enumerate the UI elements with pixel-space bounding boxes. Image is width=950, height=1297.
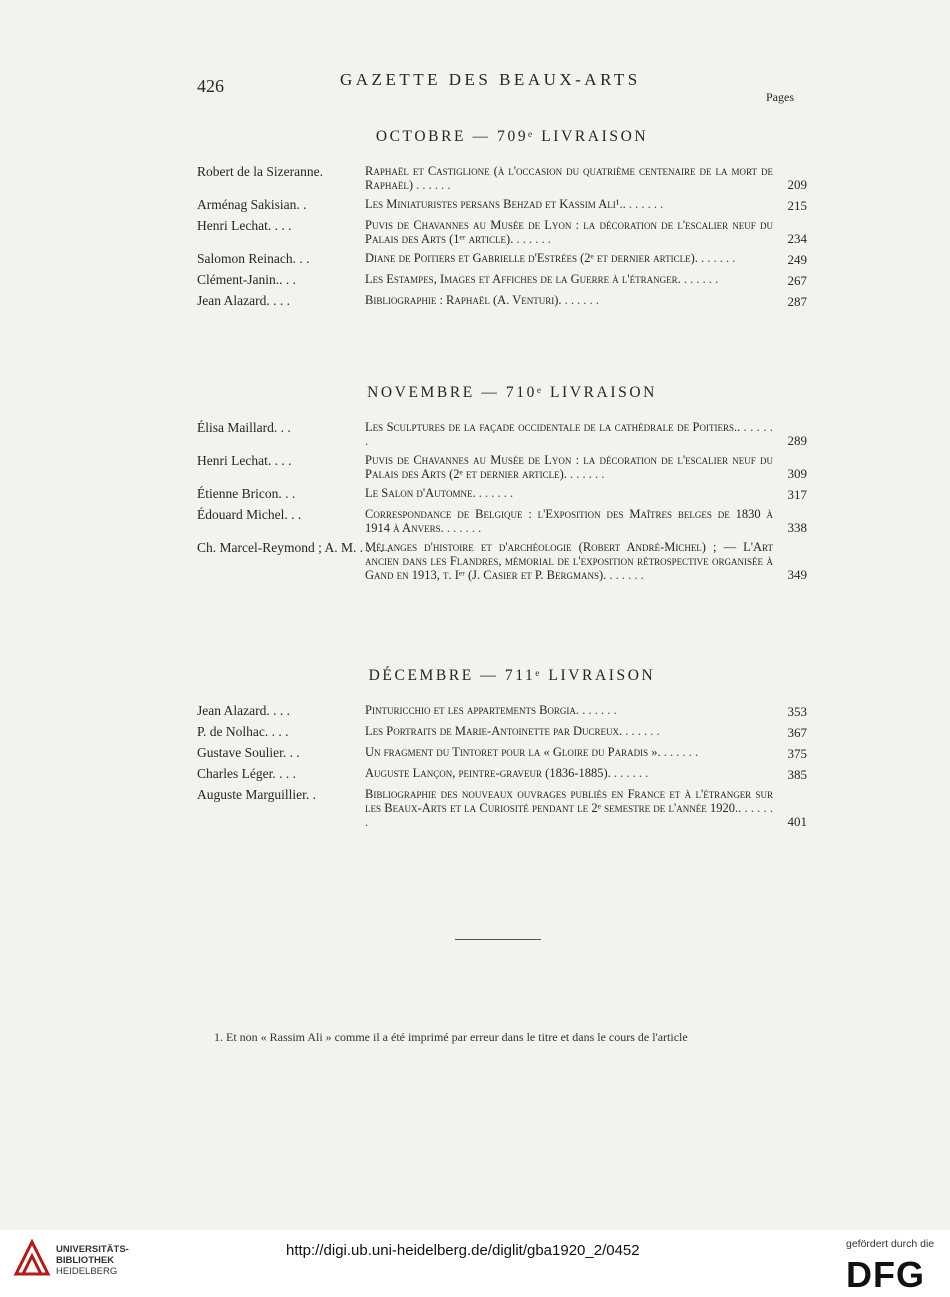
entry-author: Élisa Maillard. . . [197,420,291,435]
section-title: DÉCEMBRE — 711ᵉ LIVRAISON [368,667,656,684]
entry-title: Bibliographie : Raphaël (A. Venturi). [365,293,562,307]
entry-title-block [365,486,807,502]
entry-title-block [365,197,807,213]
toc-entry [197,486,807,502]
entry-page: 317 [787,487,807,502]
toc-entry [197,507,807,535]
entry-title: Raphaël et Castiglione (à l'occasion du quatrième centenaire de la mort de Raphaël) [365,164,773,192]
page-number: 426 [197,76,224,96]
toc-entry [197,197,807,213]
entry-title: Puvis de Chavannes au Musée de Lyon : la décoration de l'escalier neuf du Palais des Arts (1ᵉʳ article). [365,218,773,246]
separator-rule [455,939,541,940]
entry-title: Le Salon d'Automne. [365,486,476,500]
toc-entry [197,420,807,448]
entry-title: Les Sculptures de la façade occidentale de la cathédrale de Poitiers.. [365,420,741,434]
entry-title-block [365,272,807,288]
entry-author: Salomon Reinach. . . [197,251,310,266]
entry-author: Henri Lechat. . . . [197,453,292,468]
entry-title-block [365,507,807,535]
entry-page: 249 [787,252,807,267]
funded-by-text: gefördert durch die [846,1238,935,1250]
entry-title: Les Estampes, Images et Affiches de la Guerre à l'étranger. [365,272,681,286]
entry-title: Les Miniaturistes persans Behzad et Kassim Ali¹.. [365,197,626,211]
entry-title: Auguste Lançon, peintre-graveur (1836-1885). [365,766,611,780]
entry-title-block [365,218,807,246]
section-octobre [197,128,807,314]
entry-title: Les Portraits de Marie-Antoinette par Ducreux. [365,724,623,738]
entry-title: Un fragment du Tintoret pour la « Gloire du Paradis ». [365,745,661,759]
entry-title: Correspondance de Belgique : l'Exposition des Maîtres belges de 1830 à 1914 à Anvers. [365,507,773,535]
running-title: GAZETTE DES BEAUX-ARTS [340,70,641,89]
entry-title-block [365,293,807,309]
dot-leader: . . . . . . [443,521,482,535]
toc-entry [197,724,807,740]
toc-entry [197,272,807,288]
entry-author: Jean Alazard. . . . [197,293,290,308]
entry-page: 309 [787,466,807,481]
entry-page: 353 [787,704,807,719]
dot-leader: . . . . . . [622,724,660,738]
dot-leader: . . . . . . [413,178,451,192]
entry-page: 287 [787,294,807,309]
entry-author: Charles Léger. . . . [197,766,296,781]
dot-leader: . . . . . . [660,745,699,759]
entry-page: 375 [787,746,807,761]
entry-title-block [365,164,807,192]
entry-title: Puvis de Chavannes au Musée de Lyon : la décoration de l'escalier neuf du Palais des Arts (2ᵉ et dernier article). [365,453,773,481]
pages-column-label: Pages [766,90,794,104]
university-name: UNIVERSITÄTS- BIBLIOTHEK HEIDELBERG [56,1244,129,1277]
entry-title-block [365,420,807,448]
entry-title-block [365,724,807,740]
entry-title-block [365,453,807,481]
dot-leader: . . . . . . [579,703,617,717]
entry-author: Auguste Marguillier. . [197,787,316,802]
entry-author: Gustave Soulier. . . [197,745,300,760]
entry-author: Arménag Sakisian. . [197,197,307,212]
toc-entry [197,540,807,582]
entry-page: 234 [787,231,807,246]
toc-entry [197,766,807,782]
entry-title-block [365,703,807,719]
entry-author: Édouard Michel. . . [197,507,302,522]
permalink-url[interactable]: http://digi.ub.uni-heidelberg.de/diglit/gba1920_2/0452 [286,1242,640,1259]
section-decembre [197,667,807,834]
dot-leader: . . . . . . [475,486,514,500]
entry-author: Ch. Marcel-Reymond ; A. M. . . . . . [197,540,391,555]
entry-author: Étienne Bricon. . . [197,486,296,501]
dot-leader: . . . . . . [365,420,774,448]
entry-title-block [365,787,807,829]
dot-leader: . . . . . . [610,766,649,780]
entry-title: Mélanges d'histoire et d'archéologie (Robert André-Michel) ; — L'Art ancien dans les Flandres, mémorial de l'exposition rétrospective organisée à Gand en 1913, t. Iᵉʳ (J. Casier et P. Bergmans). [365,540,773,582]
entry-page: 401 [787,814,807,829]
entry-title-block [365,251,807,267]
entry-author: Jean Alazard. . . . [197,703,290,718]
university-logo-icon [12,1238,52,1278]
entry-page: 349 [787,567,807,582]
entry-page: 385 [787,767,807,782]
dot-leader: . . . . . . [680,272,719,286]
toc-entry [197,745,807,761]
section-novembre [197,384,807,587]
entry-title: Bibliographie des nouveaux ouvrages publiés en France et à l'étranger sur les Beaux-Arts et la Curiosité pendant le 2ᵉ semestre de l'année 1920.. [365,787,773,815]
entry-title-block [365,766,807,782]
entry-page: 338 [787,520,807,535]
dot-leader: . . . . . . [625,197,664,211]
footer-bar [0,1230,950,1297]
footnote: 1. Et non « Rassim Ali » comme il a été imprimé par erreur dans le titre et dans le cours de l'article [214,1030,688,1044]
entry-title: Pinturicchio et les appartements Borgia. [365,703,580,717]
dot-leader: . . . . . . [513,232,551,246]
dot-leader: . . . . . . [697,251,736,265]
entry-title-block [365,540,807,582]
toc-entry [197,293,807,309]
toc-entry [197,251,807,267]
entry-author: P. de Nolhac. . . . [197,724,289,739]
entry-title-block [365,745,807,761]
toc-entry [197,703,807,719]
toc-entry [197,218,807,246]
section-title: NOVEMBRE — 710ᵉ LIVRAISON [367,384,657,401]
dot-leader: . . . . . . [606,568,644,582]
entry-page: 209 [787,177,807,192]
dot-leader: . . . . . . [365,801,774,829]
entry-page: 267 [787,273,807,288]
entry-author: Clément-Janin.. . . [197,272,296,287]
entry-title: Diane de Poitiers et Gabrielle d'Estrées (2ᵉ et dernier article). [365,251,698,265]
dot-leader: . . . . . . [566,467,605,481]
entry-page: 367 [787,725,807,740]
toc-entry [197,164,807,192]
section-title: OCTOBRE — 709ᵉ LIVRAISON [375,128,649,145]
entry-page: 289 [787,433,807,448]
dfg-logo: DFG [846,1254,925,1295]
toc-entry [197,453,807,481]
toc-entry [197,787,807,829]
dot-leader: . . . . . . [561,293,600,307]
entry-page: 215 [787,198,807,213]
entry-author: Henri Lechat. . . . [197,218,292,233]
entry-author: Robert de la Sizeranne. [197,164,323,179]
